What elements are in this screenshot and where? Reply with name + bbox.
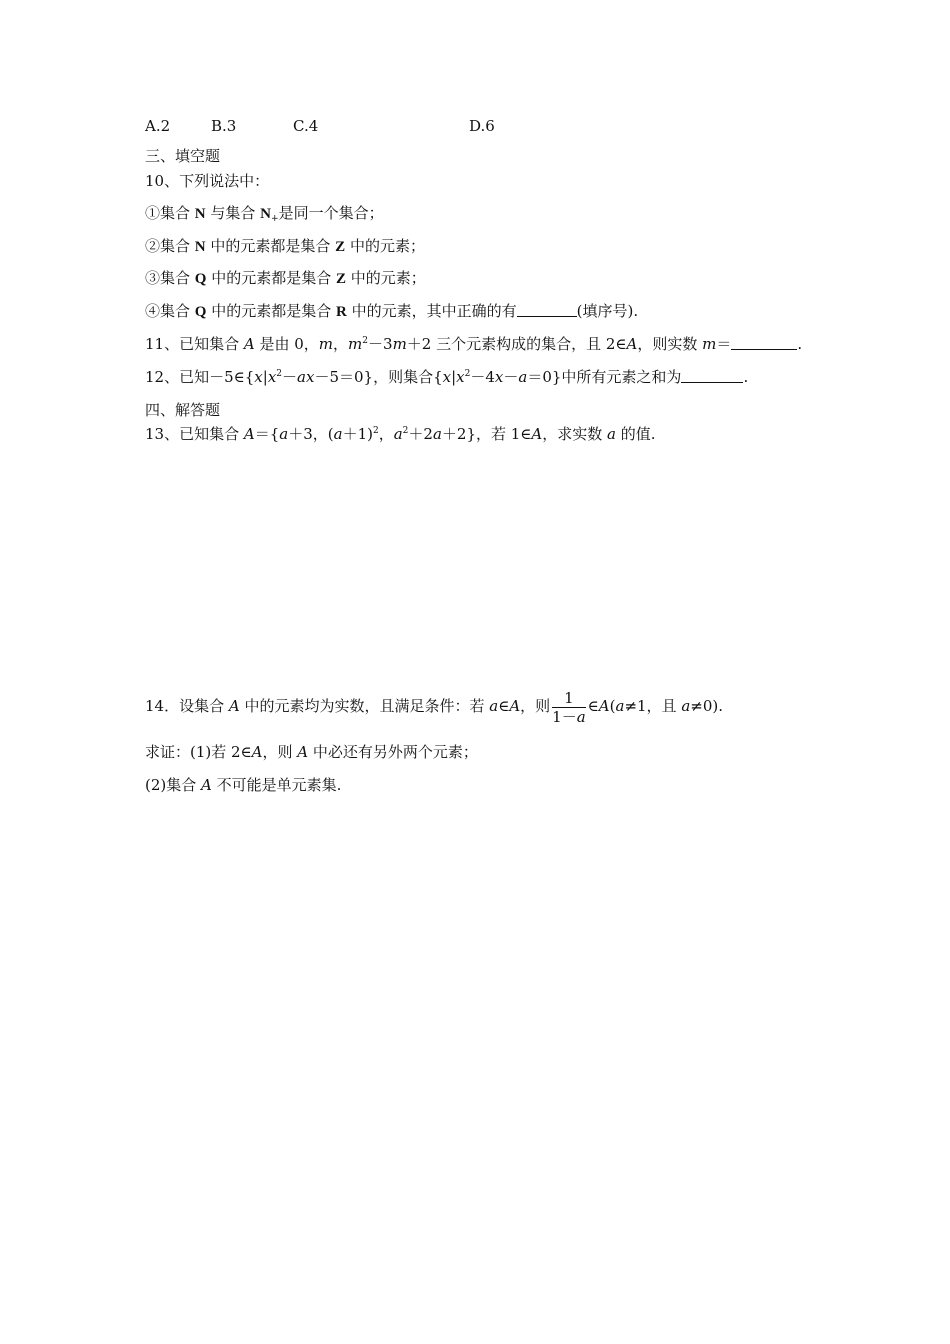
option-d: D.6 (469, 117, 495, 135)
question-10-statement-4: ④集合 Q 中的元素都是集合 R 中的元素，其中正确的有 (填序号). (145, 302, 639, 320)
option-b: B.3 (211, 117, 237, 135)
section-solve-heading: 四、解答题 (145, 401, 221, 419)
question-10-statement-1: ①集合 N 与集合 $N_+$是同一个集合； (145, 204, 384, 224)
fraction: $\frac{1}{1-a}$ (552, 688, 586, 726)
proof-part-2: (2)集合 A 不可能是单元素集. (145, 776, 342, 794)
question-12: 12、已知$-5\in\{x|x^2-ax-5=0\}$，则集合$\{x|x^2-4x-a=0\}$中所有元素之和为 . (145, 368, 749, 386)
question-10-statement-2: ②集合 N 中的元素都是集合 Z 中的元素； (145, 237, 425, 255)
answer-blank[interactable] (681, 370, 743, 383)
question-10-stem: 10、下列说法中： (145, 172, 270, 190)
answer-blank[interactable] (517, 304, 577, 317)
option-c: C.4 (293, 117, 319, 135)
option-a: A.2 (145, 117, 171, 135)
proof-part-1: 求证：(1)若 2∈A，则 A 中必还有另外两个元素； (145, 743, 478, 761)
question-10-statement-3: ③集合 Q 中的元素都是集合 Z 中的元素； (145, 269, 426, 287)
question-14: 14．设集合 A 中的元素均为实数，且满足条件：若 a∈A，则 $\frac{1}{1-a}$ ∈A(a≠1，且 a≠0). (145, 688, 724, 726)
question-11: 11、已知集合 A 是由 0，m，$m^2-3m+2$ 三个元素构成的集合，且 2∈A，则实数 m＝ . (145, 335, 803, 353)
section-fill-blank-heading: 三、填空题 (145, 147, 221, 165)
question-13: 13、已知集合 A＝{a＋3，$(a+1)^2$，$a^2+2a+2$}，若 1∈A，求实数 a 的值. (145, 425, 656, 443)
answer-blank[interactable] (731, 337, 797, 350)
